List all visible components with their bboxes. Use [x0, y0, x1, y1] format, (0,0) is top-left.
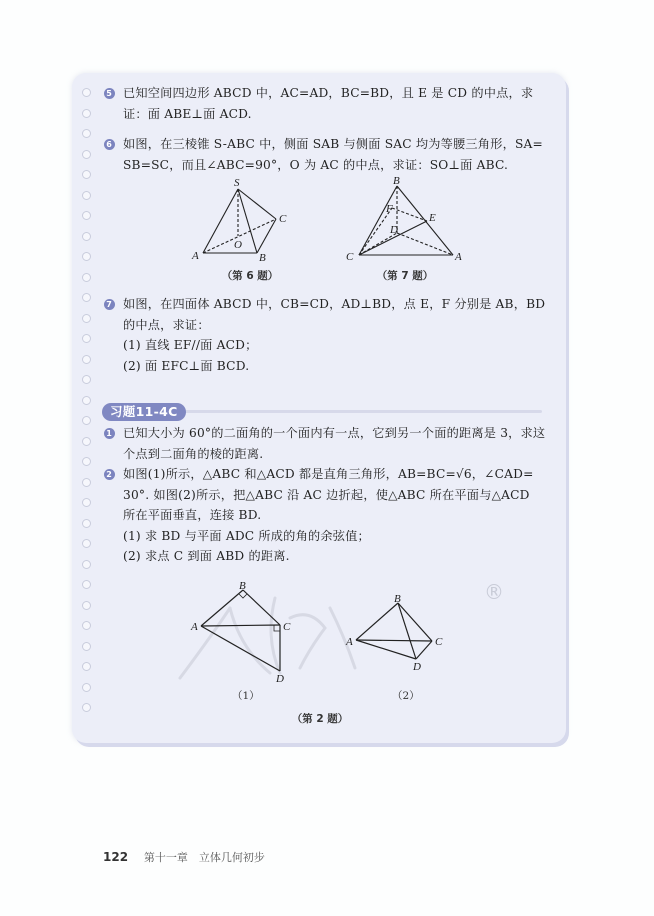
- vertex-label: B: [394, 593, 401, 605]
- binder-ring-hole: [82, 642, 91, 651]
- binder-ring-hole: [82, 334, 91, 343]
- figure-6-pyramid: [190, 176, 310, 266]
- problem-text-line: 证：面 ABE⊥面 ACD.: [123, 106, 252, 121]
- problem-number-badge: 5: [104, 88, 115, 99]
- figure-6-caption: （第 6 题）: [221, 270, 279, 282]
- problem-text-line: 个点到二面角的棱的距离.: [123, 446, 264, 461]
- problem-number-badge: 2: [104, 469, 115, 480]
- vertex-label: E: [429, 212, 436, 224]
- vertex-label: A: [191, 621, 198, 633]
- figure-2-1-subcaption: （1）: [232, 690, 260, 702]
- figure-2-caption: （第 2 题）: [291, 713, 349, 725]
- binder-ring-hole: [82, 519, 91, 528]
- page-footer: [103, 849, 265, 865]
- vertex-label: B: [393, 176, 400, 187]
- problem-part: (1) 直线 EF//面 ACD；: [123, 338, 258, 352]
- vertex-label: S: [234, 177, 240, 189]
- problem-text-line: 如图(1)所示，△ABC 和△ACD 都是直角三角形，AB=BC=√6，∠CAD=: [123, 467, 534, 481]
- binder-ring-hole: [82, 273, 91, 282]
- binder-ring-hole: [82, 88, 91, 97]
- heading-rule: [162, 410, 542, 413]
- binder-ring-hole: [82, 129, 91, 138]
- figure-7-tetrahedron: [340, 176, 470, 266]
- vertex-label: C: [435, 636, 443, 648]
- vertex-label: A: [192, 250, 199, 262]
- problem-7: [104, 294, 556, 376]
- binder-ring-hole: [82, 293, 91, 302]
- binder-ring-hole: [82, 416, 91, 425]
- problem-text-line: 已知大小为 60°的二面角的一个面内有一点，它到另一个面的距离是 3，求这: [123, 426, 546, 440]
- binder-ring-hole: [82, 109, 91, 118]
- problem-text-line: 30°. 如图(2)所示，把△ABC 沿 AC 边折起，使△ABC 所在平面与△ACD: [123, 487, 530, 502]
- binder-ring-hole: [82, 498, 91, 507]
- vertex-label: D: [390, 224, 398, 236]
- problem-part: (2) 面 EFC⊥面 BCD.: [123, 358, 250, 373]
- binder-ring-hole: [82, 539, 91, 548]
- vertex-label: C: [283, 621, 291, 633]
- vertex-label: B: [239, 582, 246, 592]
- binder-ring-hole: [82, 703, 91, 712]
- vertex-label: A: [455, 251, 462, 263]
- vertex-label: O: [234, 239, 242, 251]
- problem-text-line: 已知空间四边形 ABCD 中，AC=AD，BC=BD，且 E 是 CD 的中点，求: [123, 86, 534, 100]
- vertex-label: B: [259, 252, 266, 264]
- binder-ring-hole: [82, 396, 91, 405]
- binder-ring-hole: [82, 580, 91, 589]
- vertex-label: D: [413, 661, 421, 670]
- problem-number-badge: 7: [104, 299, 115, 310]
- binder-ring-hole: [82, 457, 91, 466]
- problem-text-line: 的中点，求证：: [123, 317, 210, 332]
- figure-2-2-folded-tetrahedron: [345, 590, 455, 670]
- binder-ring-hole: [82, 437, 91, 446]
- figure-7-caption: （第 7 题）: [376, 270, 434, 282]
- problem-part: (2) 求点 C 到面 ABD 的距离.: [123, 549, 290, 563]
- exercise-2: [104, 464, 556, 567]
- binder-ring-hole: [82, 560, 91, 569]
- problem-number-badge: 6: [104, 139, 115, 150]
- vertex-label: C: [279, 213, 287, 225]
- vertex-label: A: [346, 636, 353, 648]
- binder-ring-hole: [82, 232, 91, 241]
- problem-6: [104, 134, 556, 175]
- problem-text-line: 如图，在三棱锥 S-ABC 中，侧面 SAB 与侧面 SAC 均为等腰三角形，SA=: [123, 137, 543, 151]
- registered-mark: ®: [484, 580, 504, 604]
- chapter-title: 第十一章 立体几何初步: [143, 851, 265, 864]
- binder-ring-hole: [82, 375, 91, 384]
- figure-2-1-triangles: [190, 582, 300, 682]
- problem-text-line: SB=SC，而且∠ABC=90°，O 为 AC 的中点，求证：SO⊥面 ABC.: [123, 157, 509, 172]
- binder-ring-hole: [82, 191, 91, 200]
- section-heading: [102, 403, 542, 421]
- binder-ring-hole: [82, 170, 91, 179]
- binder-ring-hole: [82, 621, 91, 630]
- figure-2-2-subcaption: （2）: [392, 690, 420, 702]
- problem-text-line: 如图，在四面体 ABCD 中，CB=CD，AD⊥BD，点 E，F 分别是 AB，BD: [123, 297, 546, 311]
- binder-ring-hole: [82, 211, 91, 220]
- binder-ring-hole: [82, 478, 91, 487]
- problem-5: [104, 83, 556, 124]
- page-number: 122: [103, 850, 129, 864]
- binder-ring-hole: [82, 683, 91, 692]
- binder-ring-hole: [82, 150, 91, 159]
- binder-ring-hole: [82, 662, 91, 671]
- vertex-label: D: [276, 673, 284, 682]
- problem-text-line: 所在平面垂直，连接 BD.: [123, 508, 262, 522]
- vertex-label: F: [386, 203, 393, 215]
- problem-number-badge: 1: [104, 428, 115, 439]
- exercise-1: [104, 423, 556, 464]
- section-title: 习题11-4C: [102, 403, 186, 421]
- binder-ring-hole: [82, 314, 91, 323]
- vertex-label: C: [346, 251, 354, 263]
- binder-ring-hole: [82, 252, 91, 261]
- binder-ring-hole: [82, 601, 91, 610]
- binder-ring-hole: [82, 355, 91, 364]
- problem-part: (1) 求 BD 与平面 ADC 所成的角的余弦值；: [123, 528, 370, 543]
